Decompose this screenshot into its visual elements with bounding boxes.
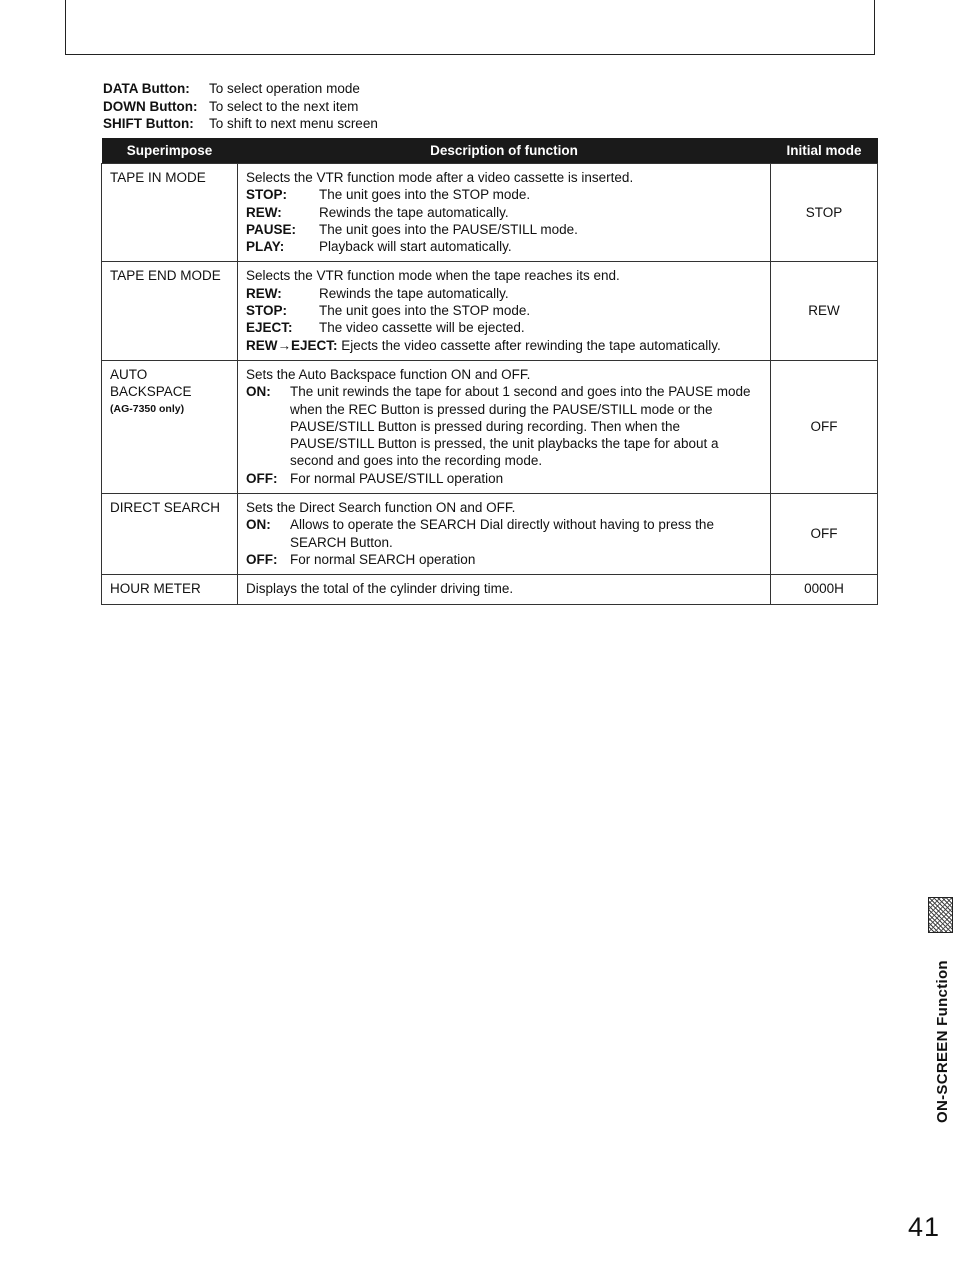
item-description [238, 164, 771, 262]
description-intro: Sets the Auto Backspace function ON and OFF. [246, 366, 531, 382]
option-key: STOP: [246, 187, 288, 203]
option-key: ON: [246, 517, 271, 533]
option-line [246, 319, 762, 336]
item-name: TAPE IN MODE [102, 164, 238, 262]
legend-key: SHIFT Button: [103, 116, 194, 131]
option-text: The video cassette will be ejected. [319, 320, 525, 336]
initial-mode-value: STOP [771, 164, 878, 262]
option-line [246, 186, 762, 203]
legend-desc: To select operation mode [209, 81, 360, 96]
item-name-line: BACKSPACE [110, 384, 192, 400]
option-text: Playback will start automatically. [319, 239, 512, 255]
option-text: For normal SEARCH operation [290, 551, 476, 567]
item-name-line: AUTO [110, 366, 148, 382]
table-row [102, 360, 878, 493]
option-line [246, 221, 762, 238]
legend-desc: To select to the next item [209, 98, 359, 114]
initial-mode-value: OFF [771, 360, 878, 493]
item-description [238, 494, 771, 575]
initial-mode-value: OFF [771, 494, 878, 575]
section-side-label: ON-SCREEN Function [934, 960, 951, 1123]
item-name: HOUR METER [102, 575, 238, 604]
item-name: DIRECT SEARCH [102, 494, 238, 575]
table-row [102, 262, 878, 360]
legend-row-shift [103, 115, 378, 133]
option-key: STOP: [246, 303, 288, 319]
description-intro: Sets the Direct Search function ON and OFF. [246, 500, 516, 516]
table-row [102, 494, 878, 575]
option-line [246, 551, 762, 568]
function-table [101, 138, 878, 605]
option-line [246, 302, 762, 319]
option-line [246, 204, 762, 221]
option-line [246, 383, 762, 469]
initial-mode-value: 0000H [771, 575, 878, 604]
table-row [102, 164, 878, 262]
model-note: (AG-7350 only) [110, 402, 185, 415]
table-header-row [102, 138, 878, 164]
option-key: REW→EJECT: [246, 337, 338, 353]
option-key: PLAY: [246, 239, 285, 255]
option-key: OFF: [246, 551, 278, 567]
option-text: The unit rewinds the tape for about 1 second and goes into the PAUSE mode when the REC Button is pressed during the PAUSE/STILL mode or the PAUSE/STILL Button is pressed during recording. Then when the PAUSE/STILL Button is pressed, the unit playbacks the tape for about a second and goes into the recording mode. [290, 384, 751, 469]
option-text: Rewinds the tape automatically. [319, 204, 509, 220]
option-text: The unit goes into the STOP mode. [319, 187, 531, 203]
header-description: Description of function [238, 138, 771, 164]
page-number: 41 [907, 1212, 940, 1242]
section-tab-icon [928, 897, 953, 933]
option-key: OFF: [246, 470, 278, 486]
initial-mode-value: REW [771, 262, 878, 360]
option-key: ON: [246, 384, 271, 400]
option-text: Rewinds the tape automatically. [319, 285, 509, 301]
description-intro: Selects the VTR function mode after a video cassette is inserted. [246, 170, 634, 185]
header-initial-mode: Initial mode [771, 138, 878, 164]
top-frame-box [65, 0, 875, 55]
option-text: The unit goes into the PAUSE/STILL mode. [319, 221, 578, 237]
button-legend [103, 80, 378, 133]
item-description: Displays the total of the cylinder driving time. [238, 575, 771, 604]
legend-key: DOWN Button: [103, 98, 198, 114]
option-line [246, 470, 762, 487]
option-key: REW: [246, 285, 282, 301]
header-superimpose: Superimpose [102, 138, 238, 164]
item-description [238, 360, 771, 493]
item-name [102, 360, 238, 493]
item-description [238, 262, 771, 360]
option-text: Ejects the video cassette after rewinding the tape automatically. [341, 337, 721, 353]
legend-desc: To shift to next menu screen [209, 116, 378, 131]
option-text: The unit goes into the STOP mode. [319, 303, 531, 319]
option-line [246, 285, 762, 302]
option-text: For normal PAUSE/STILL operation [290, 470, 504, 486]
option-line [246, 516, 762, 551]
option-key: REW: [246, 204, 282, 220]
legend-row-data [103, 80, 378, 98]
description-intro: Selects the VTR function mode when the tape reaches its end. [246, 268, 620, 284]
option-line [246, 337, 762, 354]
option-key: PAUSE: [246, 221, 297, 237]
legend-row-down [103, 98, 378, 116]
option-key: EJECT: [246, 320, 293, 336]
option-line [246, 238, 762, 255]
table-row [102, 575, 878, 604]
option-text: Allows to operate the SEARCH Dial directly without having to press the SEARCH Button. [290, 517, 714, 550]
legend-key: DATA Button: [103, 81, 190, 96]
item-name: TAPE END MODE [102, 262, 238, 360]
